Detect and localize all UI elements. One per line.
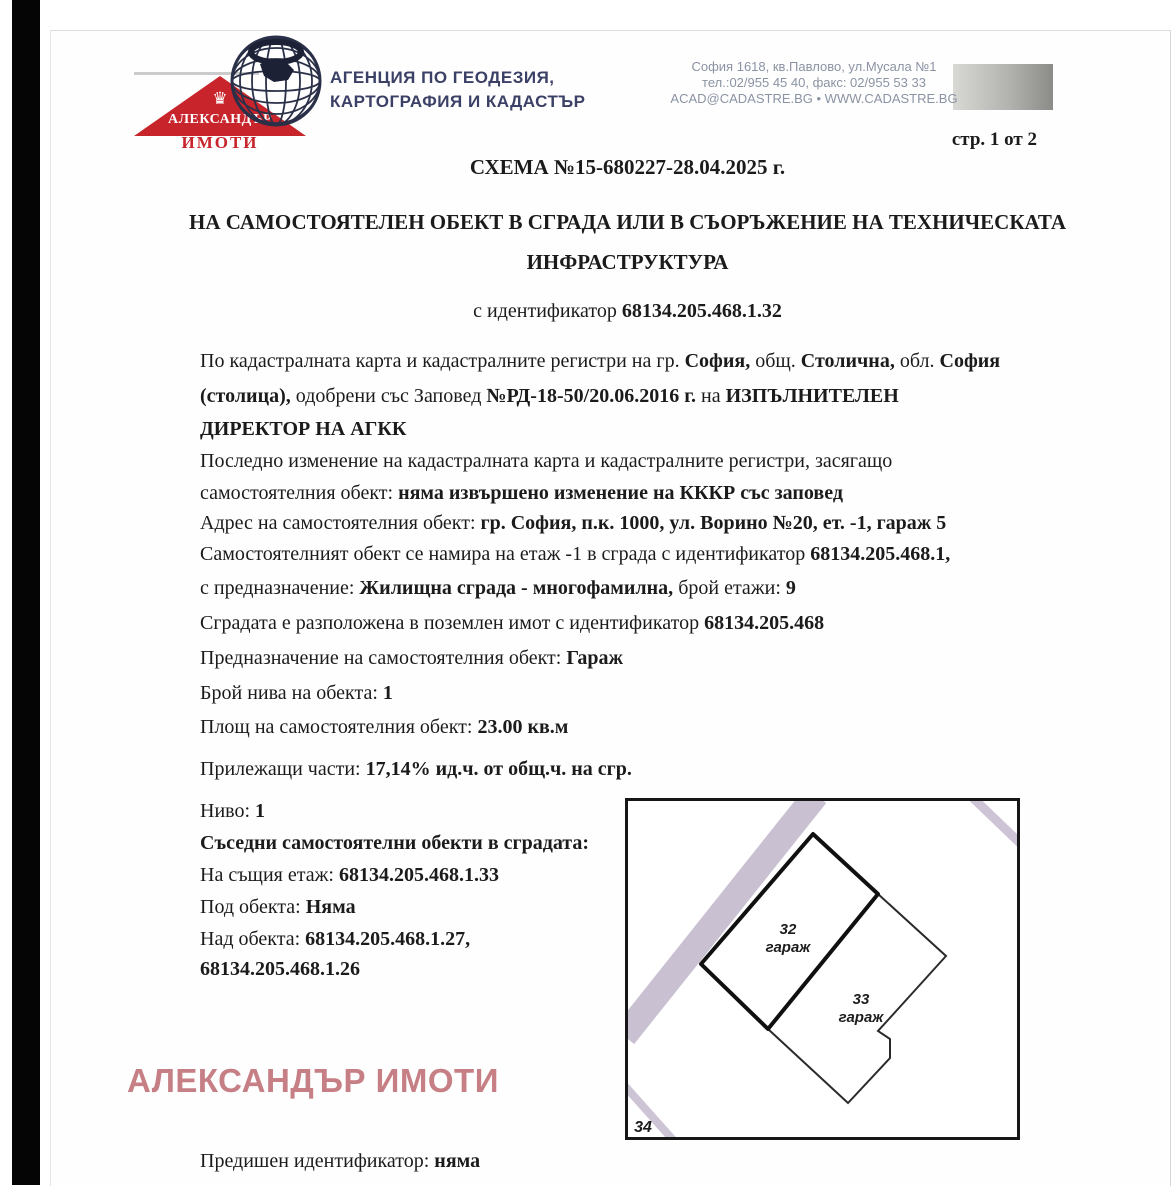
alexander-logo-text: АЛЕКСАНДЪР: [168, 112, 272, 127]
body-line: самостоятелния обект: няма извършено изменение на КККР със заповед: [200, 482, 843, 504]
body-line: с предназначение: Жилищна сграда - многофамилна, брой етажи: 9: [200, 577, 796, 599]
agency-contact-block: [668, 59, 960, 107]
agency-address: София 1618, кв.Павлово, ул.Мусала №1: [691, 59, 937, 74]
body-line: (столица), одобрени със Заповед №РД-18-50/20.06.2016 г. на ИЗПЪЛНИТЕЛЕН: [200, 385, 899, 407]
imoti-logo-text: ИМОТИ: [181, 133, 259, 152]
garage-32-label: гараж: [765, 939, 811, 956]
agency-phone-fax: тел.:02/955 45 40, факс: 02/955 53 33: [702, 75, 926, 90]
above-object-line2: 68134.205.468.1.26: [200, 958, 360, 980]
levels-line: Брой нива на обекта: 1: [200, 682, 393, 704]
neighbours-heading: Съседни самостоятелни обекти в сградата:: [200, 832, 590, 854]
agency-name-line1: АГЕНЦИЯ ПО ГЕОДЕЗИЯ,: [330, 68, 555, 87]
previous-identifier-line: Предишен идентификатор: няма: [200, 1150, 481, 1172]
address-line: Адрес на самостоятелния обект: гр. София, п.к. 1000, ул. Ворино №20, ет. -1, гараж 5: [200, 512, 947, 534]
garage-32-number: 32: [779, 921, 797, 938]
common-parts-line: Прилежащи части: 17,14% ид.ч. от общ.ч. на сгр.: [200, 758, 632, 780]
garage-33-number: 33: [852, 991, 870, 1008]
document-heading-line1: НА САМОСТОЯТЕЛЕН ОБЕКТ В СГРАДА ИЛИ В СЪОРЪЖЕНИЕ НА ТЕХНИЧЕСКАТА: [189, 210, 1066, 234]
identifier-value: 68134.205.468.1.32: [621, 300, 782, 322]
scheme-title: СХЕМА №15-680227-28.04.2025 г.: [469, 155, 786, 179]
alexander-imoti-watermark: АЛЕКСАНДЪР ИМОТИ: [127, 1062, 499, 1099]
body-line: ДИРЕКТОР НА АГКК: [200, 418, 407, 440]
body-line: Последно изменение на кадастралната карта и кадастралните регистри, засягащо: [200, 450, 893, 472]
agency-name: [330, 66, 610, 114]
above-object-line: Над обекта: 68134.205.468.1.27,: [200, 928, 471, 950]
boundary-line-top-right: [972, 801, 1017, 845]
document-heading-line2: ИНФРАСТРУКТУРА: [526, 250, 729, 274]
body-line: По кадастралната карта и кадастралните регистри на гр. София, общ. Столична, обл. София: [200, 350, 1001, 372]
level-line: Ниво: 1: [200, 800, 266, 822]
purpose-line: Предназначение на самостоятелния обект: Гараж: [200, 647, 623, 669]
garage-33-label: гараж: [838, 1009, 884, 1026]
scan-gray-box: [953, 64, 1053, 110]
object-identifier-line: [140, 300, 1115, 323]
identifier-label: с идентификатор: [473, 300, 622, 322]
crown-icon: ♛: [212, 89, 228, 108]
area-line: Площ на самостоятелния обект: 23.00 кв.м: [200, 716, 569, 738]
parcel-34-label: 34: [634, 1119, 652, 1136]
scan-edge-strip: [12, 0, 40, 1185]
page-number: стр. 1 от 2: [951, 129, 1037, 150]
agency-name-line2: КАРТОГРАФИЯ И КАДАСТЪР: [330, 92, 586, 111]
cadastral-sketch: [625, 798, 1020, 1140]
body-line: Сградата е разположена в поземлен имот с идентификатор 68134.205.468: [200, 612, 825, 634]
agency-globe-logo-icon: [228, 32, 324, 133]
below-object-line: Под обекта: Няма: [200, 896, 356, 918]
agency-email-web: ACAD@CADASTRE.BG • WWW.CADASTRE.BG: [670, 91, 958, 106]
same-floor-line: На същия етаж: 68134.205.468.1.33: [200, 864, 499, 886]
body-line: Самостоятелният обект се намира на етаж -1 в сграда с идентификатор 68134.205.468.1,: [200, 543, 951, 565]
